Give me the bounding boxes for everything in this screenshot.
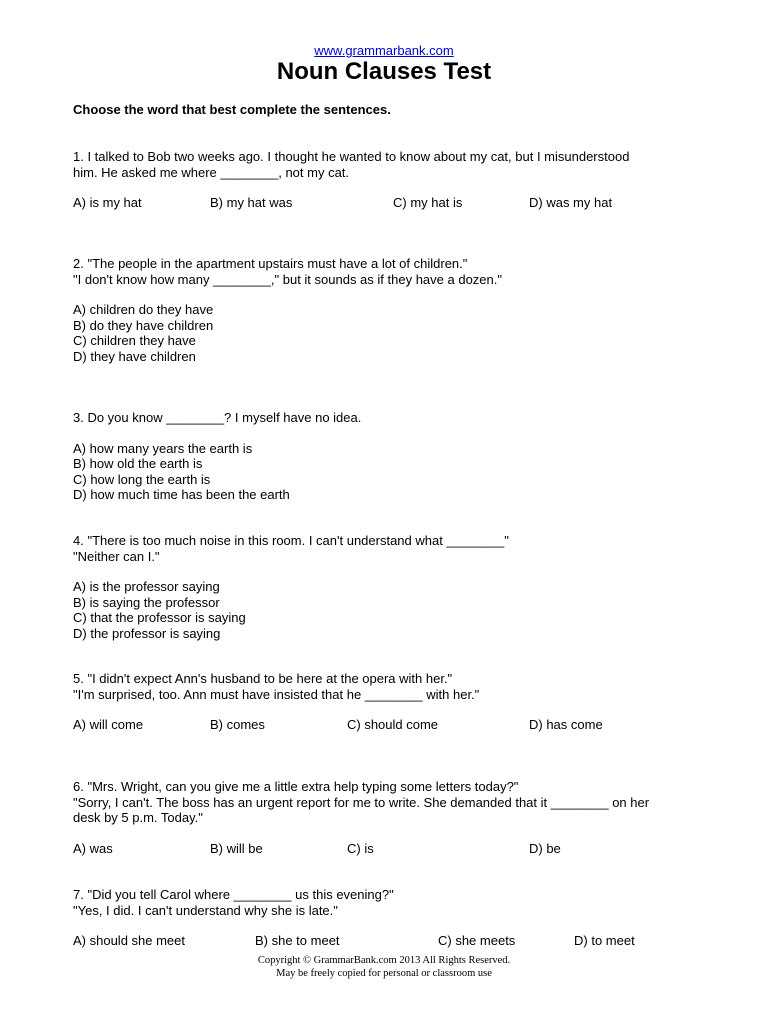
question-line: "I'm surprised, too. Ann must have insisted that he ________ with her." [73, 686, 480, 702]
question-line: desk by 5 p.m. Today." [73, 810, 203, 825]
option-b[interactable]: B) is saying the professor [73, 594, 220, 610]
question-5 [73, 671, 713, 733]
option-a[interactable]: A) should she meet [73, 933, 186, 948]
option-a[interactable]: A) children do they have [73, 302, 214, 317]
question-4 [73, 533, 713, 641]
option-b[interactable]: B) do they have children [73, 317, 214, 333]
answer-options [73, 302, 713, 364]
question-line: "Sorry, I can't. The boss has an urgent report for me to write. She demanded that it ________ on her [73, 794, 650, 810]
option-a[interactable]: A) how many years the earth is [73, 440, 253, 456]
option-b[interactable]: B) comes [210, 717, 265, 732]
option-d[interactable]: D) has come [529, 717, 603, 732]
question-2 [73, 256, 713, 364]
question-6 [73, 779, 713, 857]
option-c[interactable]: C) should come [347, 717, 439, 732]
usage-note: May be freely copied for personal or classroom use [276, 968, 492, 979]
option-c[interactable]: C) how long the earth is [73, 471, 211, 487]
option-b[interactable]: B) how old the earth is [73, 456, 203, 471]
question-line: 4. "There is too much noise in this room. I can't understand what ________" [73, 533, 509, 548]
question-1 [73, 149, 713, 211]
answer-options [73, 195, 713, 211]
site-link[interactable]: www.grammarbank.com [314, 43, 454, 58]
question-text [73, 887, 713, 918]
question-text [73, 533, 713, 564]
option-c[interactable]: C) she meets [438, 933, 516, 948]
option-d[interactable]: D) was my hat [529, 195, 613, 210]
question-7 [73, 887, 713, 949]
answer-options [73, 933, 713, 949]
question-line: 3. Do you know ________? I myself have no idea. [73, 410, 362, 425]
question-3 [73, 410, 713, 503]
question-text [73, 410, 713, 426]
question-text [73, 671, 713, 702]
question-text [73, 149, 713, 180]
question-line: 6. "Mrs. Wright, can you give me a little extra help typing some letters today?" [73, 779, 519, 794]
question-line: 5. "I didn't expect Ann's husband to be here at the opera with her." [73, 671, 453, 686]
question-line: "Yes, I did. I can't understand why she is late." [73, 902, 338, 918]
question-text [73, 256, 713, 287]
option-c[interactable]: C) is [347, 840, 374, 856]
option-a[interactable]: A) will come [73, 717, 144, 732]
option-d[interactable]: D) how much time has been the earth [73, 487, 290, 502]
question-line: 2. "The people in the apartment upstairs must have a lot of children." [73, 256, 468, 271]
option-d[interactable]: D) be [529, 840, 561, 856]
answer-options [73, 441, 713, 503]
option-a[interactable]: A) is my hat [73, 195, 142, 210]
instructions: Choose the word that best complete the sentences. [73, 102, 391, 117]
answer-options [73, 579, 713, 641]
option-c[interactable]: C) children they have [73, 333, 196, 348]
copyright-footer [0, 954, 768, 980]
option-c[interactable]: C) that the professor is saying [73, 610, 246, 625]
answer-options [73, 841, 713, 857]
option-d[interactable]: D) to meet [574, 933, 635, 948]
option-a[interactable]: A) was [73, 840, 113, 856]
option-a[interactable]: A) is the professor saying [73, 579, 220, 594]
question-line: 1. I talked to Bob two weeks ago. I thought he wanted to know about my cat, but I misunderstood [73, 149, 630, 164]
option-d[interactable]: D) they have children [73, 348, 196, 364]
option-b[interactable]: B) will be [210, 840, 263, 856]
question-line: "Neither can I." [73, 548, 160, 564]
option-d[interactable]: D) the professor is saying [73, 625, 221, 641]
copyright-line: Copyright © GrammarBank.com 2013 All Rights Reserved. [257, 955, 511, 966]
option-c[interactable]: C) my hat is [393, 195, 463, 210]
question-line: him. He asked me where ________, not my cat. [73, 164, 350, 180]
question-line: "I don't know how many ________," but it sounds as if they have a dozen." [73, 271, 502, 287]
option-b[interactable]: B) my hat was [210, 195, 293, 210]
option-b[interactable]: B) she to meet [255, 933, 340, 948]
question-line: 7. "Did you tell Carol where ________ us this evening?" [73, 887, 394, 902]
page-title: Noun Clauses Test [276, 58, 492, 85]
answer-options [73, 717, 713, 733]
question-text [73, 779, 713, 826]
